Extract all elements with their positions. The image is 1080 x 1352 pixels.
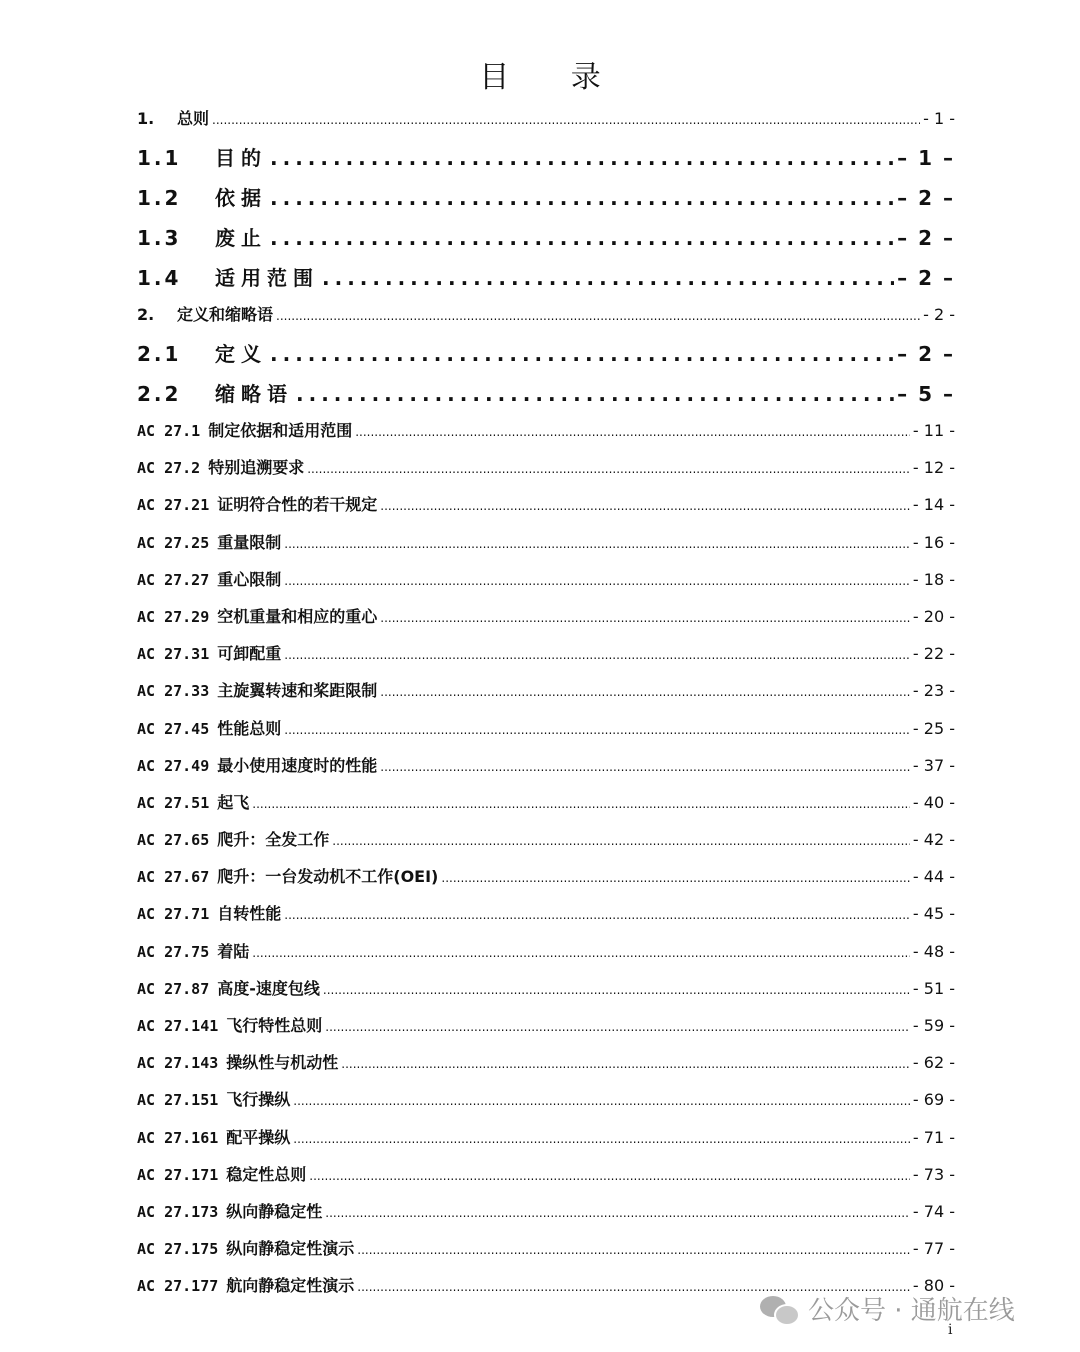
toc-row-ac[interactable] bbox=[137, 678, 955, 715]
toc-title: 空机重量和相应的重心 bbox=[217, 606, 378, 626]
toc-leader bbox=[325, 1206, 910, 1220]
toc-number: 2.2 bbox=[137, 382, 182, 406]
toc-number: AC 27.51 bbox=[137, 793, 210, 812]
toc-number: AC 27.141 bbox=[137, 1017, 219, 1035]
toc-title: 主旋翼转速和桨距限制 bbox=[217, 681, 378, 701]
toc-number: AC 27.49 bbox=[137, 756, 210, 775]
toc-row-section-1-1[interactable] bbox=[137, 142, 955, 182]
toc-leader bbox=[332, 834, 910, 848]
toc-number: AC 27.143 bbox=[137, 1054, 219, 1073]
toc-title: 制定依据和适用范围 bbox=[208, 421, 353, 440]
toc-title: 定义和缩略语 bbox=[177, 305, 274, 324]
toc-row-section-1-2[interactable] bbox=[137, 182, 955, 222]
toc-row-chapter-2[interactable] bbox=[137, 302, 955, 338]
toc-number: 1. bbox=[137, 109, 155, 128]
toc-number: 1.4 bbox=[137, 266, 182, 290]
toc-page: - 80 - bbox=[912, 1276, 955, 1296]
toc-leader bbox=[293, 1132, 910, 1146]
toc-number: AC 27.171 bbox=[137, 1165, 219, 1184]
toc-leader bbox=[270, 342, 894, 366]
toc-page: – 5 – bbox=[897, 382, 955, 406]
toc-row-section-2-1[interactable] bbox=[137, 338, 955, 378]
toc-leader bbox=[357, 1243, 910, 1257]
toc-leader bbox=[441, 871, 910, 885]
toc-page: - 2 - bbox=[923, 305, 955, 324]
toc-page: – 2 – bbox=[897, 266, 955, 290]
toc-page: - 42 - bbox=[912, 830, 955, 850]
toc-title: 自转性能 bbox=[217, 904, 282, 924]
toc-leader bbox=[270, 226, 894, 250]
toc-leader bbox=[284, 723, 910, 737]
toc-page: - 73 - bbox=[912, 1164, 955, 1184]
toc-title: 配平操纵 bbox=[226, 1127, 291, 1147]
toc-number: AC 27.2 bbox=[137, 459, 201, 478]
toc-number: AC 27.161 bbox=[137, 1128, 219, 1147]
toc-leader bbox=[307, 462, 910, 476]
toc-number: AC 27.25 bbox=[137, 533, 210, 552]
toc-row-ac[interactable] bbox=[137, 753, 955, 790]
toc-leader bbox=[325, 1020, 910, 1034]
toc-page: - 1 - bbox=[923, 109, 955, 128]
toc-row-ac[interactable] bbox=[137, 530, 955, 567]
toc-number: AC 27.27 bbox=[137, 570, 210, 589]
toc-row-ac[interactable] bbox=[137, 1013, 955, 1050]
toc-row-ac[interactable] bbox=[137, 864, 955, 901]
toc-row-section-2-2[interactable] bbox=[137, 378, 955, 418]
toc-number: AC 27.29 bbox=[137, 607, 210, 626]
toc-number: AC 27.75 bbox=[137, 942, 210, 961]
toc-row-section-1-3[interactable] bbox=[137, 222, 955, 262]
toc-title: 着陆 bbox=[217, 941, 250, 961]
toc-number: AC 27.45 bbox=[137, 719, 210, 738]
toc-title: 缩略语 bbox=[215, 382, 293, 406]
toc-page: - 22 - bbox=[912, 644, 955, 664]
toc-leader bbox=[284, 648, 910, 662]
toc-page: – 2 – bbox=[897, 226, 955, 250]
page-title: 目 录 bbox=[479, 60, 627, 96]
toc-title: 操纵性与机动性 bbox=[226, 1053, 339, 1073]
wechat-icon bbox=[760, 1294, 798, 1324]
toc-row-ac[interactable] bbox=[137, 976, 955, 1013]
toc-page: - 51 - bbox=[912, 978, 955, 998]
toc-leader bbox=[284, 574, 910, 588]
toc-page: - 20 - bbox=[912, 606, 955, 626]
toc-row-ac[interactable] bbox=[137, 1199, 955, 1236]
toc-row-ac[interactable] bbox=[137, 790, 955, 827]
toc-leader bbox=[284, 908, 910, 922]
toc-number: AC 27.67 bbox=[137, 868, 210, 887]
toc-title: 爬升：全发工作 bbox=[217, 830, 330, 850]
toc-leader bbox=[212, 113, 920, 127]
toc-row-ac[interactable] bbox=[137, 1236, 955, 1273]
toc-page: - 12 - bbox=[912, 458, 955, 478]
toc-title: 可卸配重 bbox=[217, 644, 282, 664]
toc-row-ac[interactable] bbox=[137, 641, 955, 678]
toc-row-ac[interactable] bbox=[137, 1087, 955, 1124]
toc-title: 适用范围 bbox=[215, 266, 319, 290]
toc-page: – 2 – bbox=[897, 342, 955, 366]
toc-title: 最小使用速度时的性能 bbox=[217, 755, 378, 775]
toc-title: 重心限制 bbox=[217, 569, 282, 589]
toc-page: - 40 - bbox=[912, 792, 955, 812]
toc-row-ac[interactable] bbox=[137, 901, 955, 938]
toc-leader bbox=[380, 611, 910, 625]
toc-page: - 16 - bbox=[912, 532, 955, 552]
watermark-text: 公众号 · 通航在线 bbox=[808, 1296, 1015, 1326]
toc-title: 依据 bbox=[215, 186, 267, 210]
toc-leader bbox=[252, 946, 910, 960]
toc-title: 高度-速度包线 bbox=[217, 978, 320, 998]
toc-title: 航向静稳定性演示 bbox=[226, 1276, 355, 1296]
toc-number: 1.2 bbox=[137, 186, 182, 210]
toc-title: 飞行特性总则 bbox=[226, 1016, 323, 1035]
footer-page-number: i bbox=[948, 1322, 953, 1338]
toc-leader bbox=[252, 797, 910, 811]
toc-number: AC 27.151 bbox=[137, 1091, 219, 1110]
table-of-contents bbox=[137, 106, 955, 1311]
toc-title: 起飞 bbox=[217, 792, 250, 812]
toc-leader bbox=[284, 537, 910, 551]
toc-row-ac[interactable] bbox=[137, 604, 955, 641]
toc-title: 重量限制 bbox=[217, 532, 282, 552]
toc-page: - 69 - bbox=[912, 1090, 955, 1110]
toc-title: 目的 bbox=[215, 146, 267, 170]
toc-number: AC 27.33 bbox=[137, 682, 210, 701]
toc-row-ac[interactable] bbox=[137, 939, 955, 976]
toc-leader bbox=[270, 186, 894, 210]
toc-row-ac[interactable] bbox=[137, 1125, 955, 1162]
toc-number: AC 27.71 bbox=[137, 905, 210, 924]
toc-page: - 23 - bbox=[912, 681, 955, 701]
toc-number: 2. bbox=[137, 305, 155, 324]
toc-page: - 77 - bbox=[912, 1239, 955, 1259]
toc-leader bbox=[309, 1169, 910, 1183]
toc-title: 飞行操纵 bbox=[226, 1090, 291, 1110]
toc-number: 1.3 bbox=[137, 226, 182, 250]
toc-title: 特别追溯要求 bbox=[208, 458, 305, 478]
toc-row-ac[interactable] bbox=[137, 1050, 955, 1087]
toc-title: 稳定性总则 bbox=[226, 1164, 307, 1184]
toc-title: 废止 bbox=[215, 226, 267, 250]
toc-row-ac[interactable] bbox=[137, 1162, 955, 1199]
watermark bbox=[760, 1290, 1015, 1327]
toc-leader bbox=[293, 1094, 910, 1108]
toc-title: 证明符合性的若干规定 bbox=[217, 495, 378, 515]
toc-title: 定义 bbox=[215, 342, 267, 366]
toc-number: AC 27.173 bbox=[137, 1202, 219, 1221]
toc-number: 1.1 bbox=[137, 146, 182, 170]
toc-title: 爬升：一台发动机不工作(OEI) bbox=[217, 867, 439, 887]
toc-leader bbox=[322, 266, 894, 290]
toc-page: - 14 - bbox=[912, 495, 955, 515]
toc-row-ac[interactable] bbox=[137, 492, 955, 529]
toc-page: - 18 - bbox=[912, 569, 955, 589]
toc-number: AC 27.65 bbox=[137, 831, 210, 850]
toc-page: - 62 - bbox=[912, 1053, 955, 1073]
toc-page: - 37 - bbox=[912, 755, 955, 775]
toc-number: AC 27.21 bbox=[137, 496, 210, 515]
toc-page: - 71 - bbox=[912, 1127, 955, 1147]
toc-leader bbox=[341, 1057, 910, 1071]
toc-title: 性能总则 bbox=[217, 718, 282, 738]
toc-row-ac[interactable] bbox=[137, 567, 955, 604]
toc-row-chapter-1[interactable] bbox=[137, 106, 955, 142]
toc-leader bbox=[380, 760, 910, 774]
toc-leader bbox=[355, 425, 910, 439]
toc-title: 总则 bbox=[177, 109, 210, 128]
toc-number: AC 27.177 bbox=[137, 1277, 219, 1296]
toc-number: AC 27.175 bbox=[137, 1240, 219, 1259]
toc-row-section-1-4[interactable] bbox=[137, 262, 955, 302]
toc-row-ac[interactable] bbox=[137, 827, 955, 864]
toc-title: 纵向静稳定性 bbox=[226, 1201, 323, 1221]
toc-page: - 59 - bbox=[912, 1016, 955, 1035]
toc-leader bbox=[380, 685, 910, 699]
toc-page: - 74 - bbox=[912, 1201, 955, 1221]
toc-row-ac[interactable] bbox=[137, 418, 955, 455]
toc-page: - 25 - bbox=[912, 718, 955, 738]
toc-row-ac[interactable] bbox=[137, 455, 955, 492]
toc-leader bbox=[323, 983, 910, 997]
toc-number: AC 27.31 bbox=[137, 645, 210, 664]
toc-leader bbox=[380, 499, 910, 513]
toc-page: – 2 – bbox=[897, 186, 955, 210]
toc-row-ac[interactable] bbox=[137, 716, 955, 753]
toc-title: 纵向静稳定性演示 bbox=[226, 1239, 355, 1259]
toc-page: - 48 - bbox=[912, 941, 955, 961]
toc-page: - 45 - bbox=[912, 904, 955, 924]
toc-page: - 44 - bbox=[912, 867, 955, 887]
toc-page: - 11 - bbox=[912, 421, 955, 440]
toc-leader bbox=[270, 146, 894, 170]
toc-leader bbox=[276, 309, 920, 323]
toc-leader bbox=[296, 382, 894, 406]
toc-number: AC 27.87 bbox=[137, 979, 210, 998]
toc-page: – 1 – bbox=[897, 146, 955, 170]
toc-number: AC 27.1 bbox=[137, 422, 201, 440]
toc-number: 2.1 bbox=[137, 342, 182, 366]
